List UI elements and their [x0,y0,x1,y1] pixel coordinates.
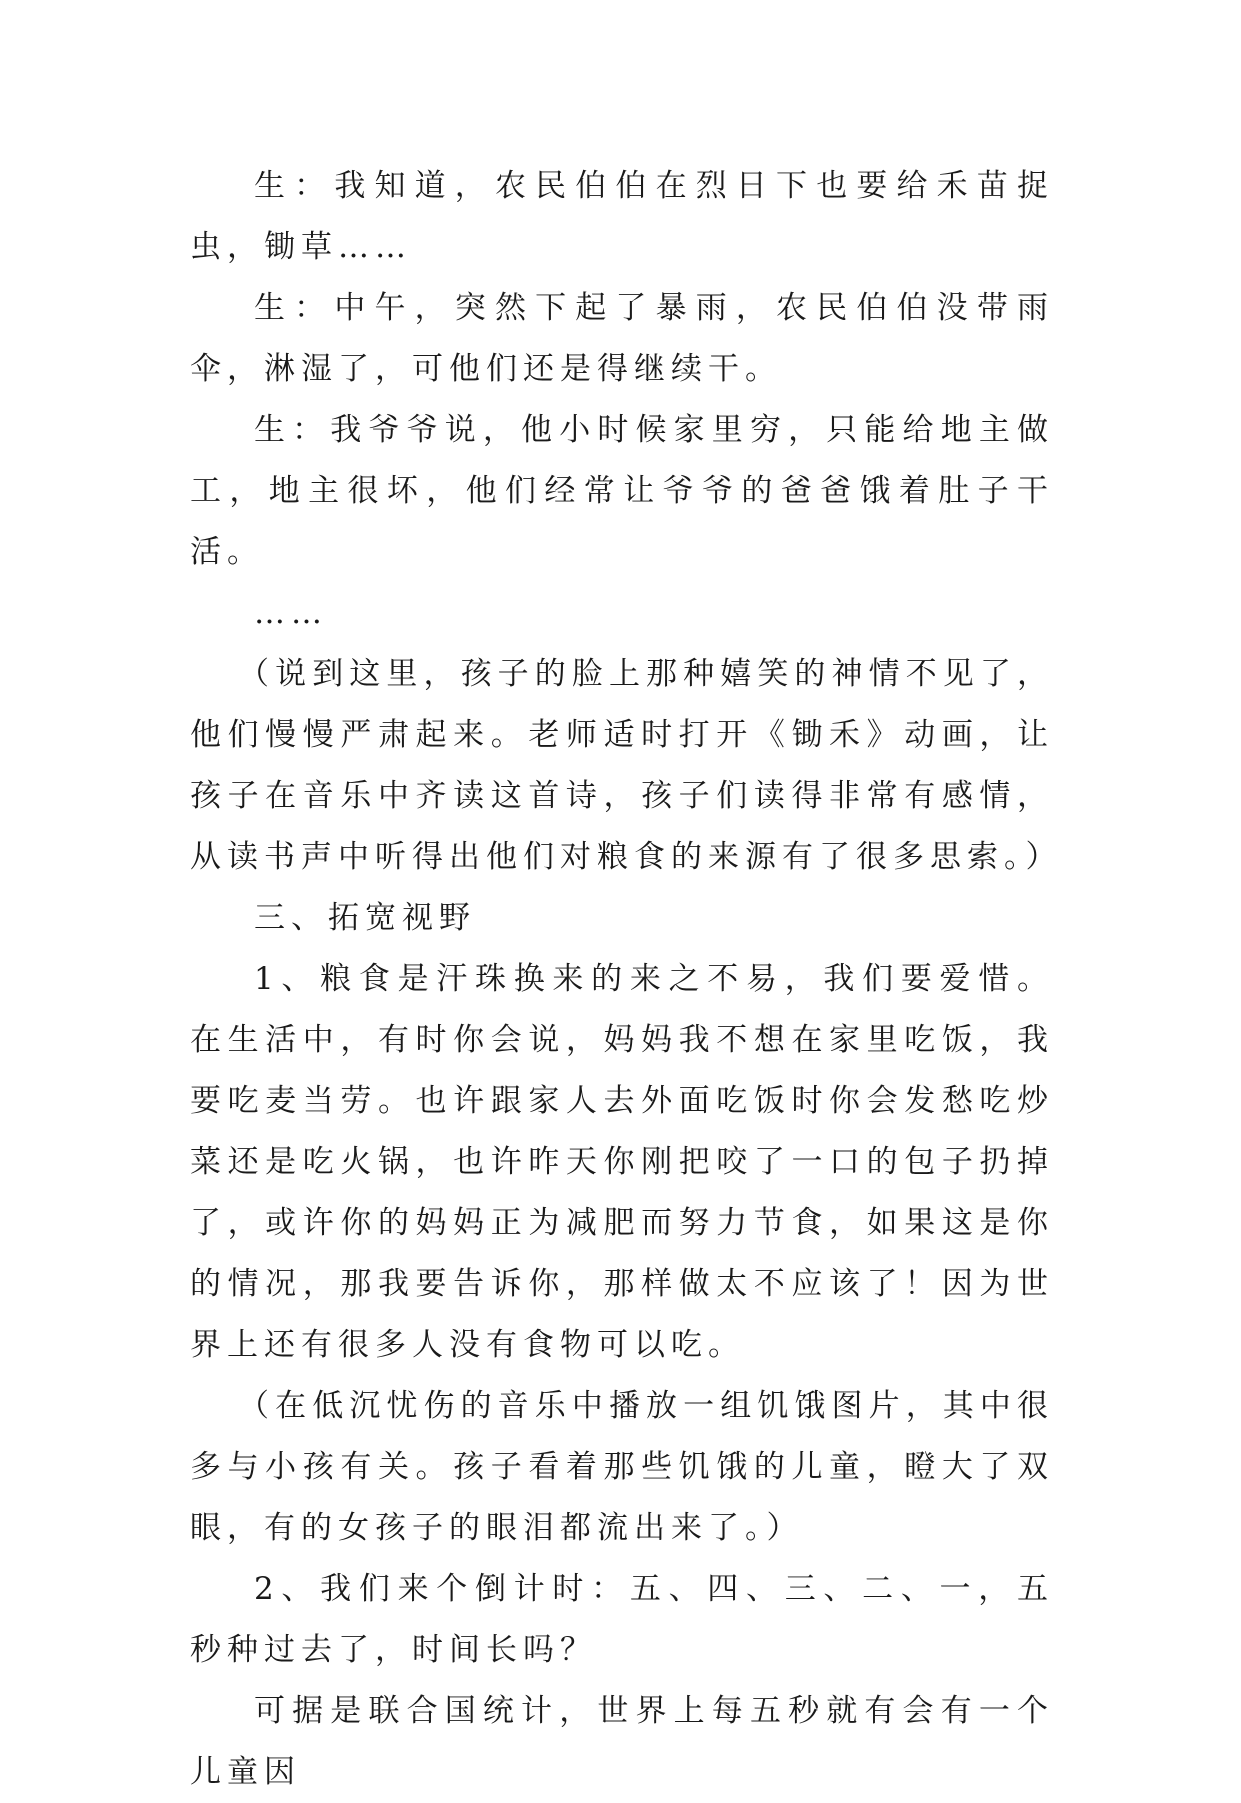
paragraph-student-answer-2: 生：中午，突然下起了暴雨，农民伯伯没带雨伞，淋湿了，可他们还是得继续干。 [190,290,1054,387]
paragraph-student-answer-3: 生：我爷爷说，他小时候家里穷，只能给地主做工，地主很坏，他们经常让爷爷的爸爸饿着肚子干活。 [190,412,1054,570]
paragraph-item-2: 2、我们来个倒计时：五、四、三、二、一，五秒种过去了，时间长吗？ [190,1571,1054,1668]
paragraph-student-answer-1: 生：我知道，农民伯伯在烈日下也要给禾苗捉虫，锄草…… [190,168,1054,265]
document-body [190,156,1063,1803]
paragraph-teacher-note-1: （说到这里，孩子的脸上那种嬉笑的神情不见了，他们慢慢严肃起来。老师适时打开《锄禾》动画，让孩子在音乐中齐读这首诗，孩子们读得非常有感情，从读书声中听得出他们对粮食的来源有了很多思索。） [190,656,1063,875]
paragraph-item-1: 1、粮食是汗珠换来的来之不易，我们要爱惜。在生活中，有时你会说，妈妈我不想在家里吃饭，我要吃麦当劳。也许跟家人去外面吃饭时你会发愁吃炒菜还是吃火锅，也许昨天你刚把咬了一口的包子扔掉了，或许你的妈妈正为减肥而努力节食，如果这是你的情况，那我要告诉你，那样做太不应该了！因为世界上还有很多人没有食物可以吃。 [190,961,1054,1363]
section-heading: 三、拓宽视野 [254,900,476,936]
paragraph-ellipsis: …… [254,595,328,631]
paragraph-teacher-note-2: （在低沉忧伤的音乐中播放一组饥饿图片，其中很多与小孩有关。孩子看着那些饥饿的儿童，瞪大了双眼，有的女孩子的眼泪都流出来了。） [190,1388,1054,1546]
paragraph-statistic: 可据是联合国统计，世界上每五秒就有会有一个儿童因 [190,1693,1054,1790]
